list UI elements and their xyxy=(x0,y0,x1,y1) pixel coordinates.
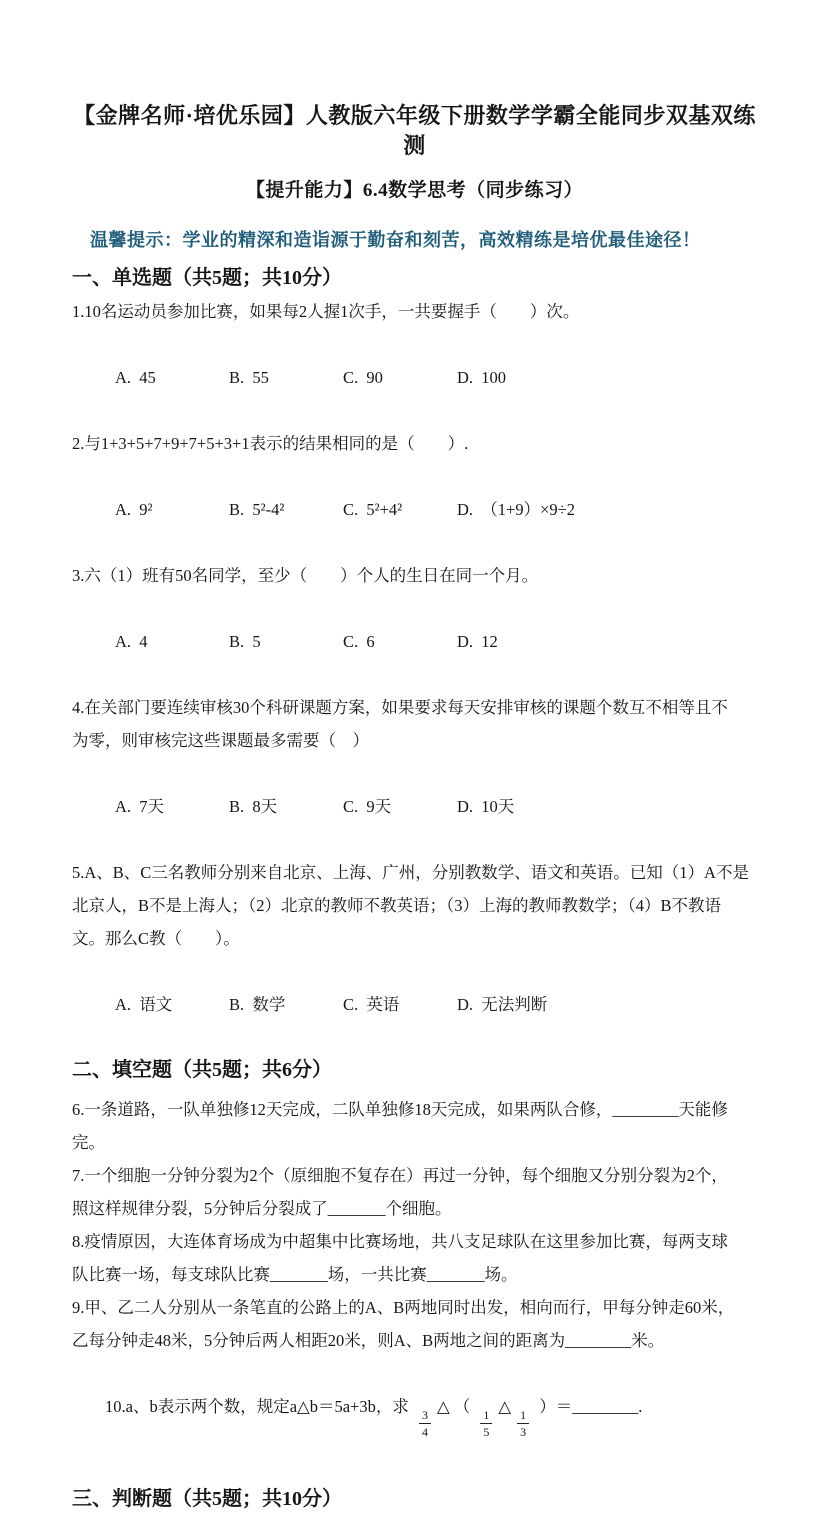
question-5-text-line-3: 文。那么C教（ ）。 xyxy=(72,929,240,948)
fraction-denominator: 4 xyxy=(421,1425,428,1439)
fraction-numerator: 1 xyxy=(480,1409,492,1424)
hint-banner: 温馨提示：学业的精深和造诣源于勤奋和刻苦，高效精练是培优最佳途径！ xyxy=(90,230,701,250)
option-d: D. 10天 xyxy=(457,797,515,816)
option-b: B. 5²-4² xyxy=(229,500,285,519)
question-7-text-line-1: 7.一个细胞一分钟分裂为2个（原细胞不复存在）再过一分钟，每个细胞又分别分裂为2个， xyxy=(72,1166,728,1185)
question-1-text: 1.10名运动员参加比赛，如果每2人握1次手，一共要握手（ ）次。 xyxy=(72,302,580,321)
question-8 xyxy=(72,1225,757,1291)
option-b: B. 55 xyxy=(229,368,269,387)
question-4-options xyxy=(72,757,757,856)
question-8-text-line-1: 8.疫情原因，大连体育场成为中超集中比赛场地，共八支足球队在这里参加比赛，每两支球 xyxy=(72,1232,728,1251)
question-9 xyxy=(72,1291,757,1357)
question-10 xyxy=(72,1357,757,1471)
document-title: 【金牌名师·培优乐园】人教版六年级下册数学学霸全能同步双基双练测 xyxy=(73,103,756,158)
fraction-denominator: 5 xyxy=(483,1425,490,1439)
question-2-text: 2.与1+3+5+7+9+7+5+3+1表示的结果相同的是（ ）. xyxy=(72,434,469,453)
question-6-text-line-1: 6.一条道路，一队单独修12天完成，二队单独修18天完成，如果两队合修，________天能修 xyxy=(72,1100,728,1119)
question-2-options xyxy=(72,460,757,559)
option-d: D. （1+9）×9÷2 xyxy=(457,500,575,519)
option-a: A. 9² xyxy=(115,500,153,519)
question-7 xyxy=(72,1159,757,1225)
question-8-text-line-2: 队比赛一场，每支球队比赛_______场，一共比赛_______场。 xyxy=(72,1265,518,1284)
option-b: B. 数学 xyxy=(229,995,286,1014)
option-b: B. 5 xyxy=(229,632,261,651)
question-1-options xyxy=(72,328,757,427)
option-d: D. 12 xyxy=(457,632,498,651)
question-3-options xyxy=(72,592,757,691)
question-6 xyxy=(72,1093,757,1159)
question-5-text-line-2: 北京人，B不是上海人；（2）北京的教师不教英语；（3）上海的教师教数学；（4）B不教语 xyxy=(72,896,722,915)
section-fill-heading: 二、填空题（共5题；共6分） xyxy=(72,1059,332,1081)
fraction-1-3 xyxy=(517,1409,529,1438)
fraction-1-5 xyxy=(480,1409,492,1438)
question-10-prefix: 10.a、b表示两个数，规定a△b＝5a+3b，求 xyxy=(105,1397,413,1416)
question-1 xyxy=(72,295,757,427)
fraction-denominator: 3 xyxy=(520,1425,527,1439)
option-a: A. 7天 xyxy=(115,797,165,816)
option-c: C. 90 xyxy=(343,368,383,387)
option-a: A. 4 xyxy=(115,632,148,651)
option-d: D. 无法判断 xyxy=(457,995,548,1014)
option-d: D. 100 xyxy=(457,368,507,387)
question-5-text-line-1: 5.A、B、C三名教师分别来自北京、上海、广州，分别教数学、语文和英语。已知（1）A不是 xyxy=(72,863,749,882)
section-judge-heading: 三、判断题（共5题；共10分） xyxy=(72,1488,342,1510)
option-c: C. 英语 xyxy=(343,995,400,1014)
fraction-3-4 xyxy=(419,1409,431,1438)
section-choice-heading: 一、单选题（共5题；共10分） xyxy=(72,267,342,289)
question-10-suffix: ）＝________. xyxy=(535,1397,643,1416)
option-c: C. 6 xyxy=(343,632,375,651)
triangle-operator: △ （ xyxy=(436,1397,475,1416)
question-3-text: 3.六（1）班有50名同学，至少（ ）个人的生日在同一个月。 xyxy=(72,566,539,585)
question-5 xyxy=(72,856,757,1054)
question-3 xyxy=(72,559,757,691)
question-4-text-line-1: 4.在关部门要连续审核30个科研课题方案，如果要求每天安排审核的课题个数互不相等且不 xyxy=(72,698,728,717)
question-7-text-line-2: 照这样规律分裂，5分钟后分裂成了_______个细胞。 xyxy=(72,1199,452,1218)
fraction-numerator: 3 xyxy=(419,1409,431,1424)
option-b: B. 8天 xyxy=(229,797,278,816)
option-c: C. 5²+4² xyxy=(343,500,403,519)
question-4 xyxy=(72,691,757,856)
question-10-text xyxy=(72,1357,757,1471)
question-2 xyxy=(72,427,757,559)
option-c: C. 9天 xyxy=(343,797,392,816)
document-subtitle: 【提升能力】6.4数学思考（同步练习） xyxy=(245,180,584,201)
triangle-operator: △ xyxy=(498,1397,512,1416)
option-a: A. 语文 xyxy=(115,995,173,1014)
question-9-text-line-1: 9.甲、乙二人分别从一条笔直的公路上的A、B两地同时出发，相向而行，甲每分钟走60米， xyxy=(72,1298,735,1317)
question-5-options xyxy=(72,955,757,1054)
fraction-numerator: 1 xyxy=(517,1409,529,1424)
question-6-text-line-2: 完。 xyxy=(72,1133,105,1152)
question-4-text-line-2: 为零，则审核完这些课题最多需要（ ） xyxy=(72,731,369,750)
question-9-text-line-2: 乙每分钟走48米，5分钟后两人相距20米，则A、B两地之间的距离为________米。 xyxy=(72,1331,665,1350)
option-a: A. 45 xyxy=(115,368,156,387)
